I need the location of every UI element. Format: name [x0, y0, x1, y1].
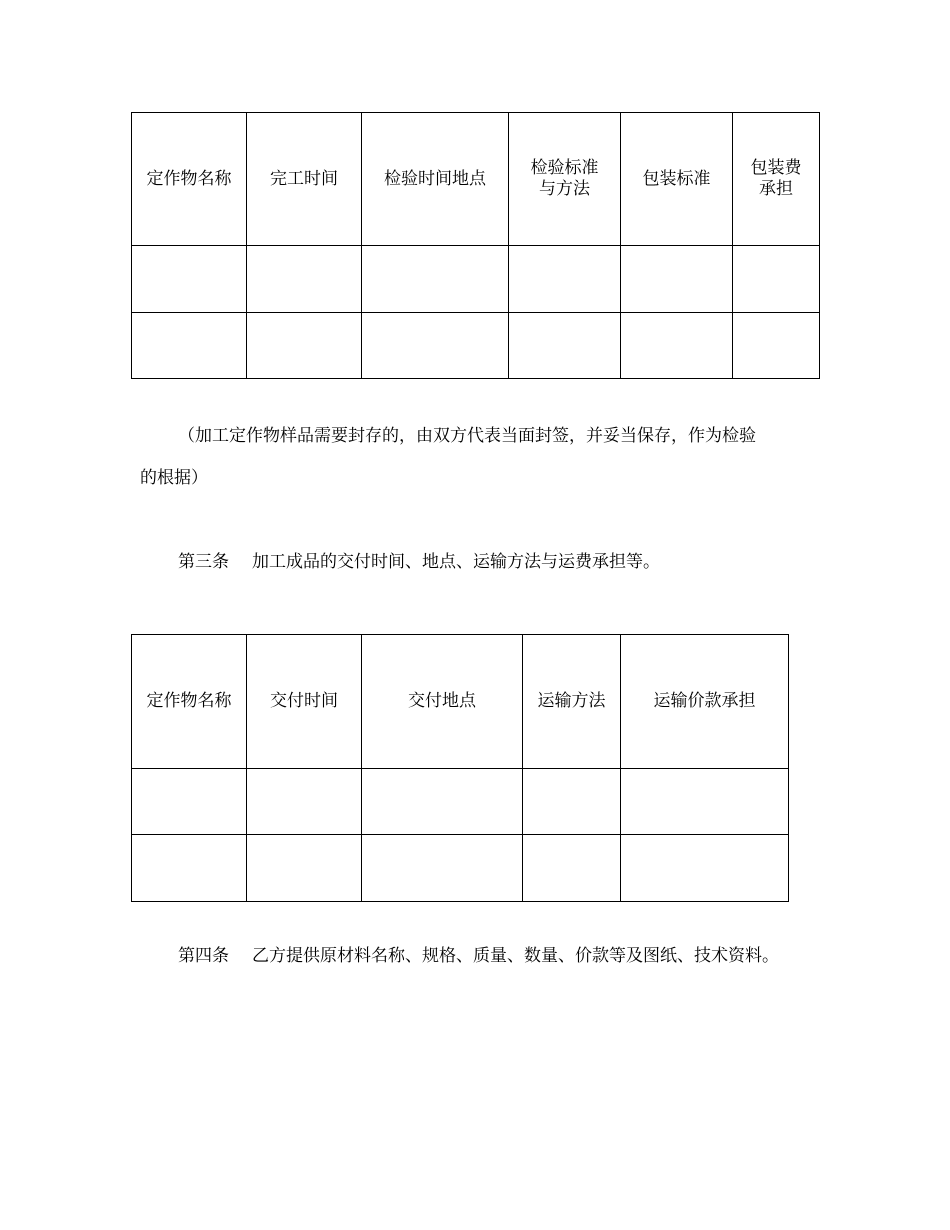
table-cell[interactable]	[733, 313, 820, 379]
article-4-text: 乙方提供原材料名称、规格、质量、数量、价款等及图纸、技术资料。	[252, 946, 779, 966]
delivery-transport-table	[131, 634, 789, 902]
table-cell[interactable]	[247, 835, 362, 902]
table-cell[interactable]	[509, 313, 621, 379]
table-row	[132, 835, 789, 902]
table-cell[interactable]	[621, 246, 733, 313]
header-cell: 交付时间	[247, 635, 362, 769]
table-row	[132, 313, 820, 379]
table-cell[interactable]	[523, 769, 621, 835]
table-row	[132, 246, 820, 313]
table-cell[interactable]	[621, 769, 789, 835]
sample-seal-note-line1: （加工定作物样品需要封存的，由双方代表当面封签，并妥当保存，作为检验	[178, 426, 756, 446]
table-cell[interactable]	[132, 246, 247, 313]
header-cell: 包装标准	[621, 113, 733, 246]
table-cell[interactable]	[362, 313, 509, 379]
article-3-number: 第三条	[178, 552, 229, 572]
table-cell[interactable]	[132, 769, 247, 835]
header-cell: 定作物名称	[132, 635, 247, 769]
header-cell: 包装费 承担	[733, 113, 820, 246]
header-cell: 运输价款承担	[621, 635, 789, 769]
table-cell[interactable]	[362, 246, 509, 313]
header-cell: 交付地点	[362, 635, 523, 769]
table-cell[interactable]	[621, 313, 733, 379]
table-header-row	[132, 635, 789, 769]
header-cell: 完工时间	[247, 113, 362, 246]
table-cell[interactable]	[523, 835, 621, 902]
table-cell[interactable]	[621, 835, 789, 902]
table-cell[interactable]	[733, 246, 820, 313]
table-cell[interactable]	[247, 769, 362, 835]
table-cell[interactable]	[247, 313, 362, 379]
table-header-row	[132, 113, 820, 246]
table-cell[interactable]	[132, 313, 247, 379]
table-cell[interactable]	[247, 246, 362, 313]
header-cell: 运输方法	[523, 635, 621, 769]
sample-seal-note-line2: 的根据）	[140, 468, 208, 488]
completion-inspection-table	[131, 112, 820, 379]
table-cell[interactable]	[362, 835, 523, 902]
header-cell: 定作物名称	[132, 113, 247, 246]
table-cell[interactable]	[132, 835, 247, 902]
header-cell: 检验时间地点	[362, 113, 509, 246]
article-4-number: 第四条	[178, 946, 229, 966]
table-cell[interactable]	[362, 769, 523, 835]
article-3-text: 加工成品的交付时间、地点、运输方法与运费承担等。	[252, 552, 660, 572]
header-cell: 检验标准 与方法	[509, 113, 621, 246]
table-cell[interactable]	[509, 246, 621, 313]
table-row	[132, 769, 789, 835]
